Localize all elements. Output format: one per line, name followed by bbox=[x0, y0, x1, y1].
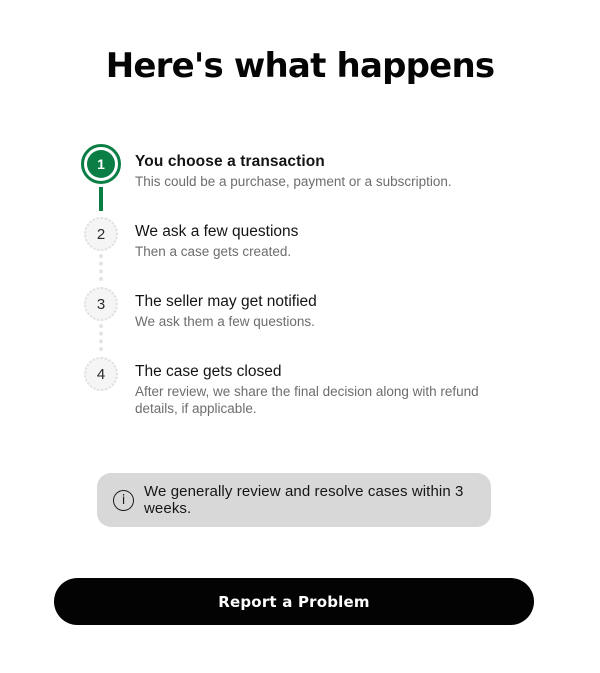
step-2-number: 2 bbox=[96, 225, 106, 243]
step-3-description: We ask them a few questions. bbox=[135, 314, 315, 329]
page-title: Here's what happens bbox=[105, 46, 495, 86]
step-1-number: 1 bbox=[87, 150, 115, 178]
step-item-4 bbox=[81, 354, 521, 435]
step-4-badge bbox=[84, 357, 118, 391]
step-1-title: You choose a transaction bbox=[135, 153, 325, 170]
review-time-banner bbox=[97, 473, 491, 527]
step-4-title: The case gets closed bbox=[135, 363, 282, 380]
step-connector-done bbox=[99, 187, 103, 211]
step-1-body bbox=[135, 144, 452, 209]
step-1-description: This could be a purchase, payment or a subscription. bbox=[135, 174, 452, 189]
step-item-2 bbox=[81, 214, 521, 284]
step-3-body bbox=[135, 284, 317, 349]
report-a-problem-button[interactable]: Report a Problem bbox=[54, 578, 534, 625]
step-3-rail bbox=[81, 284, 121, 354]
info-icon: i bbox=[113, 490, 134, 511]
step-4-description: After review, we share the final decision along with refund details, if applicable. bbox=[135, 384, 479, 416]
step-connector-todo bbox=[99, 254, 103, 281]
step-1-badge bbox=[81, 144, 121, 184]
step-2-title: We ask a few questions bbox=[135, 223, 299, 240]
step-item-3 bbox=[81, 284, 521, 354]
step-4-body bbox=[135, 354, 511, 435]
step-1-rail bbox=[81, 144, 121, 214]
step-2-description: Then a case gets created. bbox=[135, 244, 292, 259]
step-2-badge bbox=[84, 217, 118, 251]
step-4-rail bbox=[81, 354, 121, 435]
step-3-title: The seller may get notified bbox=[135, 293, 317, 310]
step-connector-todo bbox=[99, 324, 103, 351]
step-3-badge bbox=[84, 287, 118, 321]
step-item-1 bbox=[81, 144, 521, 214]
step-4-number: 4 bbox=[96, 365, 106, 383]
steps-list bbox=[81, 144, 521, 435]
step-2-body bbox=[135, 214, 298, 279]
review-time-text: We generally review and resolve cases within 3 weeks. bbox=[144, 483, 464, 517]
step-3-number: 3 bbox=[96, 295, 106, 313]
step-2-rail bbox=[81, 214, 121, 284]
